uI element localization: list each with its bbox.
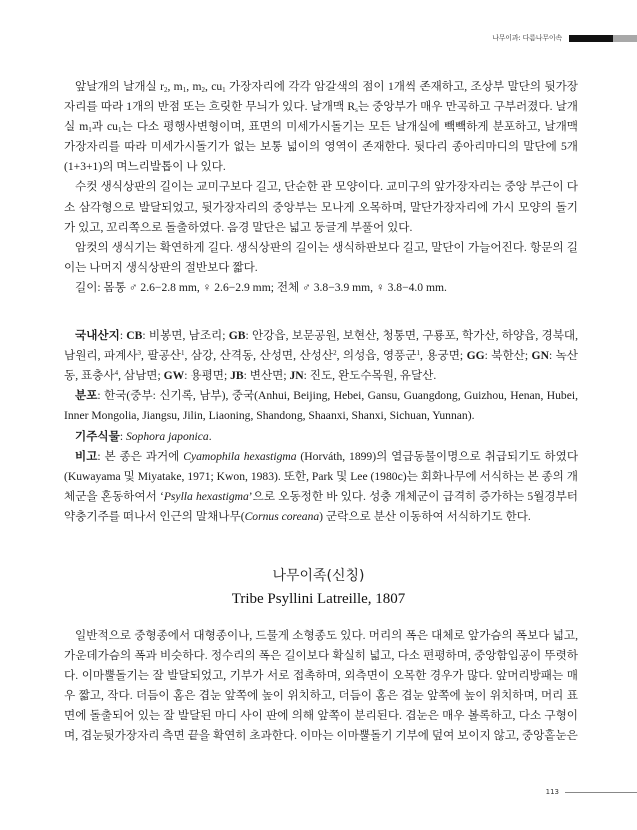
text: , 의성읍, 영풍군	[336, 349, 417, 363]
superscript: 2	[333, 349, 337, 358]
page-number: 113	[545, 788, 559, 796]
text: : 북한산;	[484, 349, 532, 363]
running-header	[492, 33, 637, 43]
paragraph-distribution	[64, 386, 578, 426]
subscript: s	[355, 106, 358, 115]
text: : 한국(중부: 신기록, 남부), 중국(Anhui, Beijing, Hebei, Gansu, Guangdong, Guizhou, Henan, Hubei, Inner Mongolia, Jiangsu, Jilin, Liaoning, Shandong, Shaanxi, Shanxi, Sichuan, Yunnan).	[64, 389, 578, 423]
text: 는 다소 평행사변형이며, 표면의 미세가시돌기는 모든 날개실에 빽빽하게 분포하고, 날개맥 가장자리를 따라 미세가시돌기가 없는 보통 넓이의 영역이 존재한다. 뒷다리 종아리마디의 말단에 5개(1+3+1)의 며느리발톱이 나 있다.	[64, 120, 578, 174]
text: : 녹산동, 표충사	[64, 349, 579, 383]
text: 앞날개의 날개실 r	[75, 80, 164, 93]
subscript: 1	[182, 86, 187, 94]
text: 가장자리에 각각 암갈색의 점이 1개씩 존재하고, 조상부 말단의 뒷가장자리를 따라 1개의 반점 또는 흐릿한 무늬가 있다. 날개맥 R	[64, 80, 578, 114]
text: : 비봉면, 남조리;	[142, 329, 229, 343]
label-remarks: 비고	[75, 449, 98, 463]
section-title-english: Tribe Psyllini Latreille, 1807	[231, 591, 406, 607]
paragraph-remarks	[64, 447, 578, 527]
superscript: 1	[181, 349, 185, 358]
region-code: CB	[126, 329, 143, 343]
superscript: 3	[137, 349, 142, 358]
region-code: JN	[289, 369, 304, 383]
text: ) 군락으로 분산 이동하여 서식하기도 한다.	[319, 509, 531, 523]
text: :	[119, 429, 126, 443]
region-code: GB	[228, 329, 246, 343]
subscript: 1	[117, 126, 122, 135]
text: , m	[167, 80, 183, 93]
subscript: 2	[201, 86, 205, 94]
text: 과 cu	[91, 120, 118, 134]
region-code: GW	[163, 369, 185, 383]
label-distribution: 분포	[75, 389, 98, 403]
footer-rule	[565, 792, 637, 793]
running-title: 나무이과: 다름나무이속	[492, 34, 562, 42]
spacer	[64, 298, 578, 318]
text: , 용궁면;	[419, 349, 467, 363]
text: , m	[186, 80, 202, 93]
subscript: 2	[163, 86, 168, 94]
section-heading	[0, 566, 637, 610]
subscript: 1	[222, 86, 226, 94]
text: .	[208, 429, 212, 443]
superscript: 1	[416, 349, 420, 358]
paragraph-length: 길이: 몸통 ♂ 2.6−2.8 mm, ♀ 2.6−2.9 mm; 전체 ♂ 3.8−3.9 mm, ♀ 3.8−4.0 mm.	[75, 280, 447, 294]
species-description	[64, 77, 578, 527]
region-code: GG	[466, 349, 485, 363]
region-code: JB	[230, 369, 244, 383]
section-title-korean: 나무이족(신칭)	[272, 568, 365, 584]
text: (Horváth, 1899)의 열급동물이명으로 취급되기도 하였다(Kuwayama 및 Miyatake, 1971; Kwon, 1983). 또한, Park 및 Lee (1980c)는 회화나무에 서식하는 본 종의 개체군을 혼동하여서 ‘	[64, 449, 579, 503]
paragraph-male-genitalia: 수컷 생식상판의 길이는 교미구보다 길고, 단순한 관 모양이다. 교미구의 앞가장자리는 중앙 부근이 다소 삼각형으로 발달되었고, 뒷가장자리의 중앙부는 모나게 오목하며, 말단가장자리에 가시 모양의 돌기가 있고, 꼬리쪽으로 돌출하였다. 음경 말단은 넓고 둥글게 부풀어 있다.	[64, 180, 578, 234]
subscript: 1	[88, 126, 92, 135]
label-localities: 국내산지	[75, 329, 120, 343]
paragraph-tribe: 일반적으로 중형종에서 대형종이나, 드물게 소형종도 있다. 머리의 폭은 대체로 앞가슴의 폭보다 넓고, 가운데가슴의 폭과 비슷하다. 정수리의 폭은 길이보다 확실히 넓고, 다소 편평하며, 중앙함입공이 뚜렷하다. 이마뿔돌기는 잘 발달되었고, 기부가 서로 접촉하며, 외측면이 오목한 경우가 많다. 앞머리방패는 매우 짧고, 작다. 더듬이 홈은 겹눈 앞쪽에 높이 위치하고, 더듬이 홈은 겹눈 앞쪽에 높이 위치하며, 머리 표면에 돌출되어 있는 잘 발달된 마디 사이 판에 의해 앞쪽이 분리된다. 겹눈은 매우 볼록하고, 다소 구형이며, 겹눈뒷가장자리 측면 끝을 확연히 초과한다. 이마는 이마뿔돌기 기부에 덮여 보이지 않고, 중앙홑눈은	[64, 629, 578, 743]
paragraph-localities	[64, 326, 578, 386]
header-bar-dark	[569, 35, 613, 42]
paragraph-female-genitalia: 암컷의 생식기는 확연하게 길다. 생식상판의 길이는 생식하판보다 길고, 말단이 가늘어진다. 항문의 길이는 나머지 생식상판의 절반보다 짧다.	[64, 240, 578, 274]
paragraph-wing	[64, 77, 578, 177]
text: : 변산면;	[243, 369, 290, 383]
text: , cu	[204, 80, 223, 93]
species-name: Cornus coreana	[244, 509, 320, 523]
species-name: Cyamophila hexastigma	[183, 449, 297, 463]
page-footer	[546, 788, 637, 796]
header-bar-light	[613, 35, 637, 42]
text: , 팔공산	[141, 349, 181, 363]
tribe-description	[64, 626, 578, 747]
superscript: 4	[114, 369, 119, 378]
text: : 본 종은 과거에	[97, 449, 184, 463]
text: ’으로 오동정한 바 있다. 성충 개체군이 급격히 증가하는 5월경부터 약충기주를 떠나서 인근의 말채나무(	[64, 489, 578, 523]
text: : 진도, 완도수목원, 유달산.	[303, 369, 437, 383]
text: : 안강읍, 보문공원, 보현산, 청통면, 구룡포, 학가산, 하양읍, 경북대, 남원리, 파계사	[64, 329, 578, 363]
species-name: Psylla hexastigma	[163, 489, 249, 503]
paragraph-host	[64, 427, 578, 447]
label-host: 기주식물	[75, 429, 120, 443]
region-code: GN	[531, 349, 549, 363]
text: , 삼남면;	[118, 369, 164, 383]
text: : 용평면;	[184, 369, 231, 383]
text: :	[119, 329, 127, 343]
text: , 삼강, 산격동, 산성면, 산성산	[184, 349, 334, 363]
species-name: Sophora japonica	[125, 429, 209, 443]
text: 는 중앙부가 매우 만곡하고 구부러졌다. 날개실 m	[64, 100, 579, 134]
